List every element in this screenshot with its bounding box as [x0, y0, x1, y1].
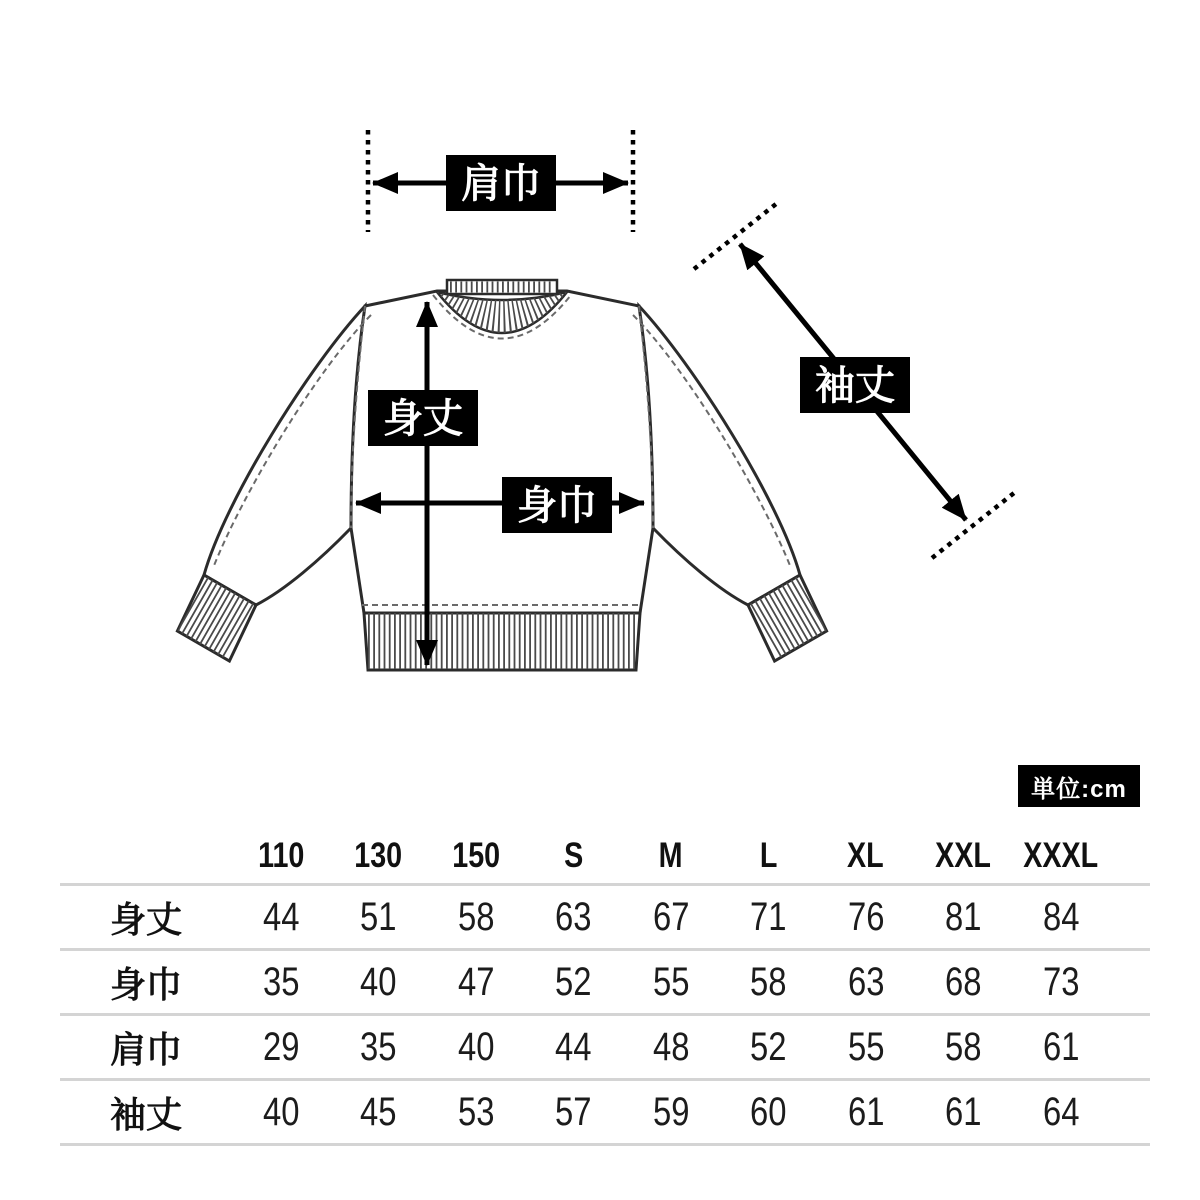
- value-cell: 47: [457, 959, 494, 1004]
- size-header-130: 130: [354, 835, 403, 875]
- value-cell: 35: [262, 959, 299, 1004]
- value-cell: 63: [555, 894, 592, 939]
- value-cell: 44: [262, 894, 299, 939]
- value-cell: 58: [750, 959, 787, 1004]
- value-cell: 35: [360, 1024, 397, 1069]
- value-cell: 44: [555, 1024, 592, 1069]
- value-cell: 71: [750, 894, 787, 939]
- size-header-s: S: [563, 835, 583, 875]
- value-cell: 40: [262, 1089, 299, 1134]
- row-label: 身巾: [109, 963, 182, 1005]
- value-cell: 58: [945, 1024, 982, 1069]
- size-header-l: L: [759, 835, 778, 875]
- size-header-150: 150: [451, 835, 500, 875]
- table-row-sleeve-length: [60, 1081, 1150, 1146]
- value-cell: 53: [457, 1089, 494, 1134]
- unit-badge: 単位:cm: [1018, 765, 1140, 807]
- value-cell: 61: [945, 1089, 982, 1134]
- value-cell: 51: [360, 894, 397, 939]
- table-row-shoulder-width: [60, 1016, 1150, 1081]
- value-cell: 57: [555, 1089, 592, 1134]
- value-cell: 61: [847, 1089, 884, 1134]
- value-cell: 64: [1042, 1089, 1079, 1134]
- size-header-xxl: XXL: [935, 835, 992, 875]
- value-cell: 76: [847, 894, 884, 939]
- value-cell: 29: [262, 1024, 299, 1069]
- value-cell: 40: [457, 1024, 494, 1069]
- size-table: [60, 828, 1150, 1146]
- value-cell: 52: [555, 959, 592, 1004]
- row-label: 身丈: [109, 898, 182, 940]
- value-cell: 58: [457, 894, 494, 939]
- shoulder-width-label: 肩巾: [461, 162, 541, 206]
- size-header-110: 110: [257, 835, 304, 875]
- body-length-label: 身丈: [383, 397, 463, 441]
- row-label: 袖丈: [109, 1093, 182, 1135]
- value-cell: 84: [1042, 894, 1079, 939]
- size-header-xxxl: XXXL: [1023, 835, 1099, 875]
- right-sleeve: [639, 306, 800, 605]
- body-width-label: 身巾: [517, 484, 597, 528]
- value-cell: 68: [945, 959, 982, 1004]
- value-cell: 55: [847, 1024, 884, 1069]
- left-sleeve: [204, 306, 365, 605]
- value-cell: 61: [1042, 1024, 1079, 1069]
- value-cell: 55: [652, 959, 689, 1004]
- value-cell: 59: [652, 1089, 689, 1134]
- sleeve-guide-top: [694, 204, 776, 269]
- value-cell: 52: [750, 1024, 787, 1069]
- value-cell: 73: [1042, 959, 1079, 1004]
- value-cell: 60: [750, 1089, 787, 1134]
- size-header-xl: XL: [847, 835, 885, 875]
- table-row-body-width: [60, 951, 1150, 1016]
- value-cell: 48: [652, 1024, 689, 1069]
- sleeve-length-label: 袖丈: [815, 364, 895, 408]
- value-cell: 45: [360, 1089, 397, 1134]
- row-label: 肩巾: [109, 1028, 182, 1070]
- size-header-row: [60, 828, 1150, 886]
- value-cell: 81: [945, 894, 982, 939]
- table-row-body-length: [60, 886, 1150, 951]
- value-cell: 40: [360, 959, 397, 1004]
- sleeve-guide-bottom: [932, 493, 1014, 558]
- value-cell: 63: [847, 959, 884, 1004]
- value-cell: 67: [652, 894, 689, 939]
- size-header-m: M: [658, 835, 683, 875]
